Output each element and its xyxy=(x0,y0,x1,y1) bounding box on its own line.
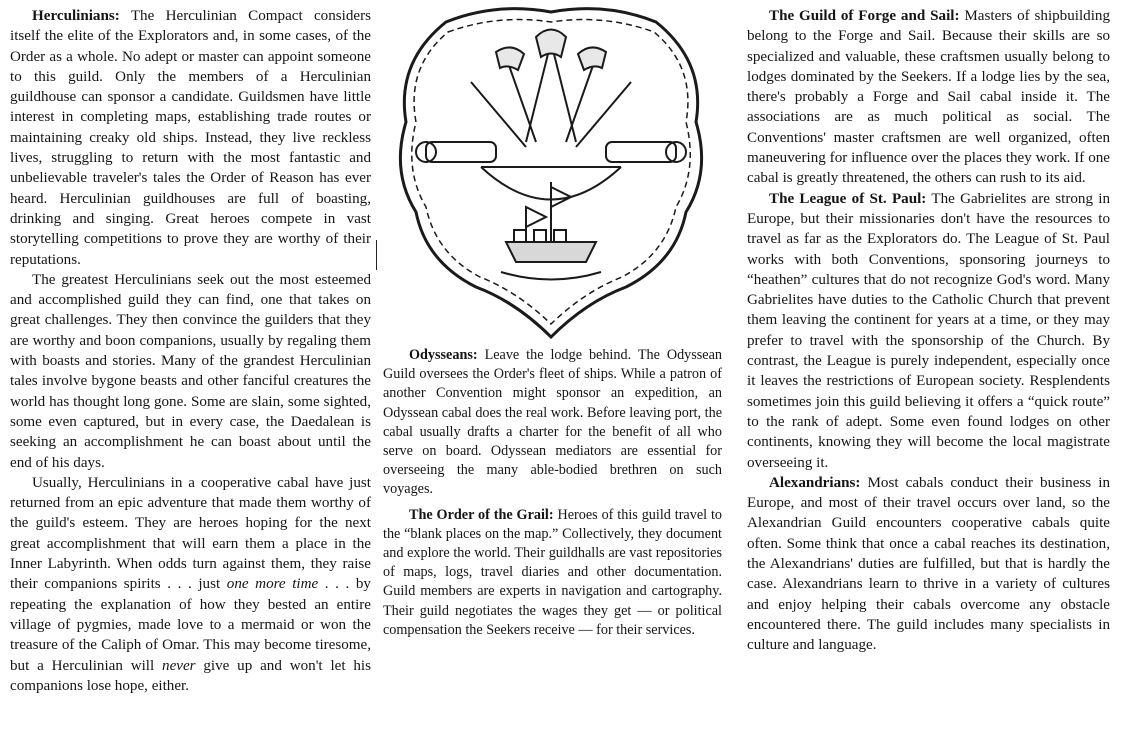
herculinians-heading: Herculinians: xyxy=(32,8,120,24)
herculinians-paragraph xyxy=(10,6,371,270)
usually-emphasis-1: one more time xyxy=(226,576,319,593)
alexandrians-heading: Alexandrians: xyxy=(769,474,861,491)
greatest-herculinians-paragraph: The greatest Herculinians seek out the most esteemed and accomplished guild they can find, one that takes on great challenges. They then convince the guilders that they are worthy and boon companions, usually by regaling them with boasts and stories. Many of the grandest Herculinian tales involve bygone beasts and other fanciful creatures the world has thought long gone. Some are slain, some sighted, some even captured, but in every case, the Daedalean is seeking an accomplishment he can boast about until the end of his days. xyxy=(10,271,371,471)
grail-text: Heroes of this guild travel to the “blank places on the map.” Collectively, they document and explore the world. Their guildhalls are vast repositories of maps, logs, travel diaries and other documentation. Guild members are experts in navigation and cartography. Their guild negotiates the wages they get — or political compensation the Seekers receive — for their services. xyxy=(383,506,723,638)
usually-herculinians-paragraph xyxy=(10,473,371,696)
st-paul-paragraph xyxy=(747,189,1110,473)
guild-emblem-icon xyxy=(386,2,716,342)
left-column xyxy=(10,6,371,696)
usually-text-b: . . . by repeating the explanation of how they bested an entire village of pygmies, made love to a mermaid or won the treasure of the Caliph of Omar. This may become tiresome, but a Herculinian will xyxy=(10,576,371,674)
odysseans-text: Leave the lodge behind. The Odyssean Guild oversees the Order's fleet of ships. While a patron of another Convention might sponsor an expedition, an Odyssean cabal does the real work. Before leaving port, the cabal usually drafts a charter for the benefit of all who serve on board. Odyssean mediators are essential for overseeing the many able-bodied brethren on such voyages. xyxy=(383,347,722,498)
odysseans-heading: Odysseans: xyxy=(409,347,478,363)
st-paul-text: The Gabrielites are strong in Europe, but their missionaries don't have the resources to travel as far as the Explorators do. The League of St. Paul works with both Conventions, sponsoring journeys to “heathen” cultures that do not recognize God's word. Many Gabrielites have duties to the Catholic Church that prevent them leaving the continent for years at a time, or they may prefer to travel with the sponsorship of the Church. By contrast, the League is purely independent, especially once it leaves the restrictions of European society. Resplendents sometimes join this guild believing it offers a “quick route” to the rank of adept. Some even found lodges on other continents, knowing they will become the local magistrate overseeing it. xyxy=(747,190,1110,471)
grail-heading: The Order of the Grail: xyxy=(409,506,554,523)
alexandrians-text: Most cabals conduct their business in Europe, and most of their travel occurs over land, so the Alexandrian Guild encounters cooperative cabals quite often. Some think that once a cabal reaches its destination, the Alexandrians' duties are fulfilled, but that is hardly the case. Alexandrians learn to thrive in a variety of cultures and enjoy helping their cabals overcome any obstacle encountered there. The guild includes many specialists in culture and language. xyxy=(747,474,1111,654)
forge-sail-heading: The Guild of Forge and Sail: xyxy=(769,8,960,24)
middle-column xyxy=(383,346,722,640)
st-paul-heading: The League of St. Paul: xyxy=(769,190,927,207)
right-column xyxy=(747,6,1110,656)
odysseans-paragraph xyxy=(383,346,722,500)
grail-paragraph xyxy=(383,506,722,640)
alexandrians-paragraph xyxy=(747,473,1110,656)
forge-sail-paragraph xyxy=(747,6,1110,189)
usually-text-c: give up and won't let his companions lose hope, either. xyxy=(10,657,371,694)
usually-text-a: Usually, Herculinians in a cooperative cabal have just returned from an epic adventure that made them worthy of the guild's esteem. They are heroes hoping for the next great accomplishment that will earn them a place in the Inner Labyrinth. When odds turn against them, they raise their companions spirits . . . just xyxy=(10,474,371,593)
forge-sail-text: Masters of shipbuilding belong to the Forge and Sail. Because their skills are so specialized and valuable, these craftsmen usually belong to lodges dominated by the Seekers. If a lodge lies by the sea, there's probably a Forge and Sail cabal inside it. The associations are as much political as social. The Conventions' master craftsmen are well organized, often maneuvering for influence over the places they work. If one cabal is greatly threatened, the others can rush to its aid. xyxy=(747,8,1111,187)
usually-emphasis-2: never xyxy=(162,657,196,674)
page-margin-mark xyxy=(376,240,377,270)
herculinians-text: The Herculinian Compact considers itself the elite of the Explorators and, in some cases, of the Order as a whole. No adept or master can appoint someone to this guild. Only the members of a Herculinian guildhouse can sponsor a candidate. Guildsmen have little interest in completing maps, establishing trade routes or maintaining creaky old ships. Instead, they live reckless lives, struggling to return with the most fantastic and unbelievable traveler's tales the Order of Reason has ever heard. Herculinian guildhouses are full of boasting, drinking and singing. Great heroes compete in vast storytelling competitions to prove they are worthy of their reputations. xyxy=(10,8,371,268)
